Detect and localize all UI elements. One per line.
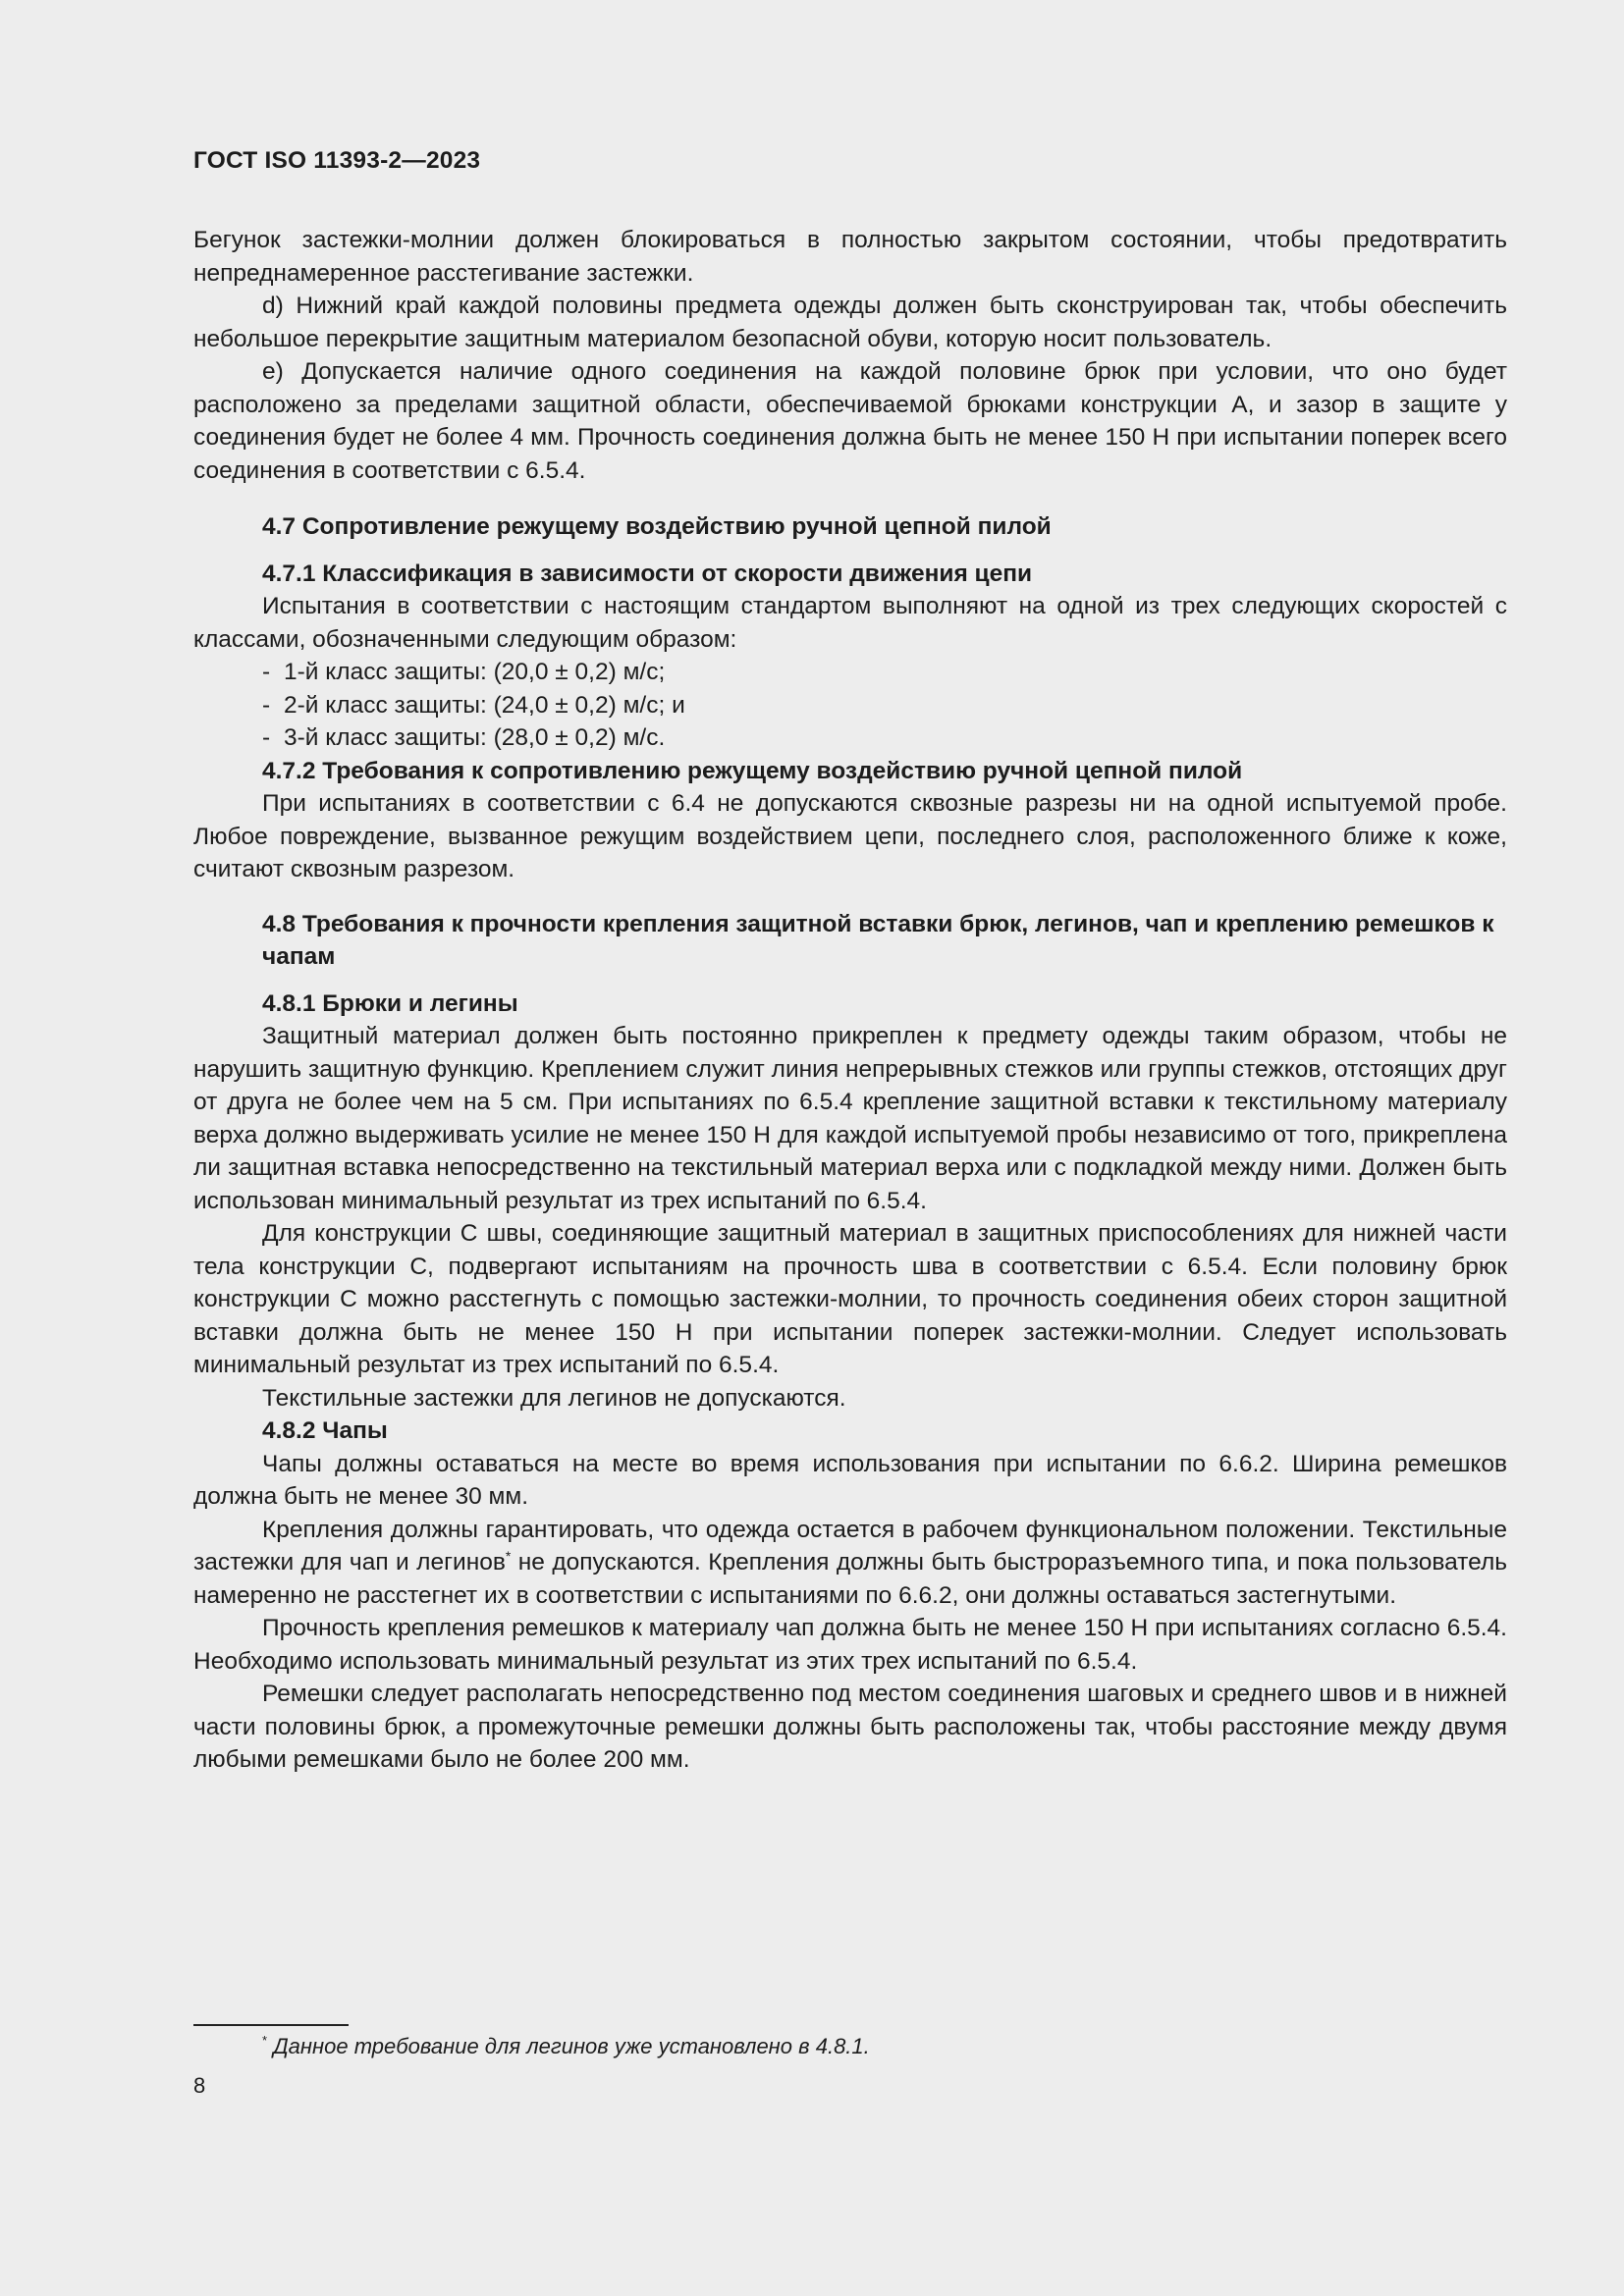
list-item-text: 3-й класс защиты: (28,0 ± 0,2) м/с. bbox=[284, 724, 666, 751]
paragraph-4-8-2-d: Ремешки следует располагать непосредственно под местом соединения шаговых и среднего швов и в нижней части половины брюк, а промежуточные ремешки должны быть расположены так, чтобы расстояние между двумя любыми ремешками было не более 200 мм. bbox=[193, 1681, 1507, 1773]
list-item bbox=[193, 689, 1507, 722]
paragraph-4-8-1-b: Для конструкции С швы, соединяющие защитный материал в защитных приспособлениях для нижней части тела конструкции С, подвергают испытаниям на прочность шва в соответствии с 6.5.4. Если половину брюк конструкции С можно расстегнуть с помощью застежки-молнии, то прочность соединения обеих сторон защитной вставки должна быть не менее 150 Н при испытании поперек застежки-молнии. Следует использовать минимальный результат из трех испытаний по 6.5.4. bbox=[193, 1220, 1507, 1378]
paragraph-4-8-2-c: Прочность крепления ремешков к материалу чап должна быть не менее 150 Н при испытаниях согласно 6.5.4. Необходимо использовать минимальный результат из этих трех испытаний по 6.5.4. bbox=[193, 1615, 1507, 1675]
list-item-text: 2-й класс защиты: (24,0 ± 0,2) м/с; и bbox=[284, 691, 685, 719]
footnote-reference[interactable]: * bbox=[505, 1548, 512, 1564]
list-dash: - bbox=[262, 724, 271, 751]
document-header: ГОСТ ISO 11393-2—2023 bbox=[193, 147, 481, 174]
footnote bbox=[262, 2032, 870, 2061]
paragraph-4-8-2-a: Чапы должны оставаться на месте во время использования при испытании по 6.6.2. Ширина ремешков должна быть не менее 30 мм. bbox=[193, 1450, 1507, 1510]
list-item bbox=[193, 656, 1507, 689]
heading-4-7-2: 4.7.2 Требования к сопротивлению режущему воздействию ручной цепной пилой bbox=[262, 757, 1243, 784]
paragraph-item-d: d) Нижний край каждой половины предмета одежды должен быть сконструирован так, чтобы обеспечить небольшое перекрытие защитным материалом безопасной обуви, которую носит пользователь. bbox=[193, 293, 1507, 352]
paragraph-4-8-2-b-part2: не допускаются. Крепления должны быть быстроразъемного типа, и пока пользователь намеренно не расстегнет их в соответствии с испытаниями по 6.6.2, они должны оставаться застегнутыми. bbox=[193, 1549, 1507, 1609]
list-dash: - bbox=[262, 659, 271, 685]
paragraph-4-8-2-b-part1: Крепления должны гарантировать, что одежда остается в рабочем функциональном положении. Текстильные застежки для чап и легинов bbox=[193, 1516, 1507, 1575]
footnote-text: Данное требование для легинов уже установлено в 4.8.1. bbox=[273, 2034, 870, 2058]
paragraph-4-7-1: Испытания в соответствии с настоящим стандартом выполняют на одной из трех следующих скоростей с классами, обозначенными следующим образом: bbox=[193, 593, 1507, 653]
paragraph-4-8-2-b bbox=[193, 1514, 1507, 1613]
paragraph-item-e: е) Допускается наличие одного соединения на каждой половине брюк при условии, что оно будет расположено за пределами защитной области, обеспечиваемой брюками конструкции А, и зазор в защите у соединения будет не более 4 мм. Прочность соединения должна быть не менее 150 Н при испытании поперек всего соединения в соответствии с 6.5.4. bbox=[193, 358, 1507, 484]
paragraph-continuation: Бегунок застежки-молнии должен блокироваться в полностью закрытом состоянии, чтобы предотвратить непреднамеренное расстегивание застежки. bbox=[193, 227, 1507, 287]
paragraph-4-8-1-a: Защитный материал должен быть постоянно прикреплен к предмету одежды таким образом, чтобы не нарушить защитную функцию. Креплением служит линия непрерывных стежков или группы стежков, отстоящих друг от друга не более чем на 5 см. При испытаниях по 6.5.4 крепление защитной вставки к текстильному материалу верха должно выдерживать усилие не менее 150 Н для каждой испытуемой пробы независимо от того, прикреплена ли защитная вставка непосредственно на текстильный материал верха или с подкладкой между ними. Должен быть использован минимальный результат из трех испытаний по 6.5.4. bbox=[193, 1023, 1507, 1214]
protection-class-list bbox=[193, 656, 1507, 755]
footnote-mark: * bbox=[262, 2033, 268, 2048]
list-item bbox=[193, 721, 1507, 755]
document-page bbox=[193, 0, 1507, 2296]
paragraph-4-7-2: При испытаниях в соответствии с 6.4 не допускаются сквозные разрезы ни на одной испытуемой пробе. Любое повреждение, вызванное режущим воздействием цепи, последнего слоя, расположенного ближе к коже, считают сквозным разрезом. bbox=[193, 790, 1507, 882]
heading-4-7-1: 4.7.1 Классификация в зависимости от скорости движения цепи bbox=[262, 560, 1033, 587]
list-dash: - bbox=[262, 691, 271, 719]
heading-4-8: 4.8 Требования к прочности крепления защитной вставки брюк, легинов, чап и креплению ремешков к чапам bbox=[262, 910, 1494, 970]
heading-4-8-2: 4.8.2 Чапы bbox=[262, 1417, 388, 1444]
page-number: 8 bbox=[193, 2073, 206, 2098]
list-item-text: 1-й класс защиты: (20,0 ± 0,2) м/с; bbox=[284, 659, 666, 685]
heading-4-7: 4.7 Сопротивление режущему воздействию ручной цепной пилой bbox=[262, 513, 1052, 540]
document-body bbox=[193, 224, 1507, 1777]
heading-4-8-1: 4.8.1 Брюки и легины bbox=[262, 989, 518, 1017]
paragraph-4-8-1-c: Текстильные застежки для легинов не допускаются. bbox=[262, 1384, 846, 1412]
footnote-divider bbox=[193, 2024, 349, 2026]
